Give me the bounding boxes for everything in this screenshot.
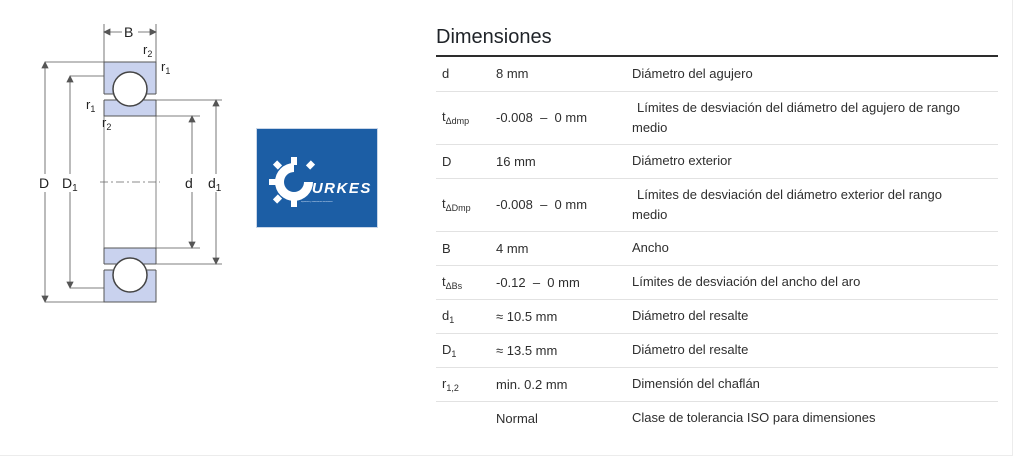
cell-symbol — [436, 265, 496, 299]
symbol-subscript: 1 — [449, 314, 455, 325]
description-text: Diámetro del resalte — [632, 308, 749, 323]
table-row — [436, 57, 998, 91]
label-D1: $D_1$ — [62, 175, 78, 194]
description-text: Diámetro del resalte — [632, 342, 749, 357]
symbol-subscript: Δdmp — [445, 116, 470, 126]
cell-value: ≈ 13.5 mm — [496, 333, 632, 367]
symbol-text: t — [442, 109, 446, 124]
cell-symbol — [436, 367, 496, 401]
cell-description — [632, 401, 998, 435]
cell-symbol — [436, 178, 496, 231]
dimensions-section — [436, 22, 998, 435]
symbol-subscript: ΔBs — [445, 280, 463, 291]
symbol-subscript: 1,2 — [446, 382, 459, 393]
symbol-text: t — [442, 273, 446, 289]
cell-description — [632, 367, 998, 401]
cell-value: ≈ 10.5 mm — [496, 299, 632, 333]
description-text: Límites de desviación del diámetro exterior del rango medio — [632, 186, 942, 222]
table-row — [436, 265, 998, 299]
cell-description — [632, 299, 998, 333]
label-B: B — [124, 24, 134, 40]
bearing-cross-section-diagram — [30, 18, 230, 318]
dimensions-title: Dimensiones — [436, 26, 552, 48]
table-row — [436, 367, 998, 401]
description-text: Diámetro del agujero — [632, 65, 753, 81]
cell-description — [632, 178, 998, 231]
cell-symbol — [436, 299, 496, 333]
table-row — [436, 401, 998, 435]
cell-value: -0.008 – 0 mm — [496, 91, 632, 144]
cell-value: 4 mm — [496, 231, 632, 265]
cell-value: 8 mm — [496, 57, 632, 91]
dimensions-table — [436, 57, 998, 435]
label-r1-top: $r_1$ — [161, 59, 171, 76]
symbol-subscript: ΔDmp — [445, 203, 471, 213]
cell-value: -0.008 – 0 mm — [496, 178, 632, 231]
cell-description — [632, 144, 998, 178]
logo-wordmark: JURKES — [302, 180, 372, 197]
label-r2-left: $r_2$ — [102, 115, 112, 132]
description-text: Clase de tolerancia ISO para dimensiones — [632, 410, 876, 426]
table-row — [436, 144, 998, 178]
symbol-text: d — [442, 66, 450, 82]
cell-value: min. 0.2 mm — [496, 367, 632, 401]
cell-description — [632, 231, 998, 265]
label-d: d — [185, 175, 193, 191]
cell-symbol — [436, 333, 496, 367]
table-row — [436, 231, 998, 265]
label-d1: $d_1$ — [208, 175, 222, 194]
description-text: Diámetro exterior — [632, 153, 732, 168]
label-r1-left: $r_1$ — [86, 97, 96, 114]
cell-description — [632, 333, 998, 367]
cell-symbol — [436, 144, 496, 178]
label-D: D — [39, 175, 50, 191]
symbol-text: d — [442, 307, 450, 323]
description-text: Límites de desviación del diámetro del agujero de rango medio — [632, 99, 961, 135]
table-row — [436, 299, 998, 333]
symbol-text: t — [442, 196, 446, 211]
symbol-text: r — [442, 375, 447, 391]
symbol-text: D — [442, 341, 452, 357]
ball-top — [113, 72, 147, 106]
cell-value: -0.12 – 0 mm — [496, 265, 632, 299]
symbol-text: B — [442, 240, 451, 256]
cell-symbol — [436, 57, 496, 91]
jurkes-logo — [256, 128, 378, 228]
description-text: Dimensión del chaflán — [632, 376, 760, 391]
cell-symbol — [436, 231, 496, 265]
symbol-text: D — [442, 153, 452, 169]
cell-description — [632, 265, 998, 299]
cell-symbol — [436, 91, 496, 144]
cell-description — [632, 57, 998, 91]
symbol-subscript: 1 — [451, 348, 457, 359]
table-row — [436, 333, 998, 367]
logo-tagline: repuestos y suministros industriales — [301, 201, 333, 203]
description-text: Límites de desviación del ancho del aro — [632, 274, 861, 289]
ball-bottom — [113, 258, 147, 292]
table-row — [436, 178, 998, 231]
cell-symbol — [436, 401, 496, 435]
cell-value: 16 mm — [496, 144, 632, 178]
cell-value: Normal — [496, 410, 538, 426]
label-r2-top: $r_2$ — [143, 42, 153, 59]
description-text: Ancho — [632, 240, 669, 255]
cell-description — [632, 91, 998, 144]
table-row — [436, 91, 998, 144]
